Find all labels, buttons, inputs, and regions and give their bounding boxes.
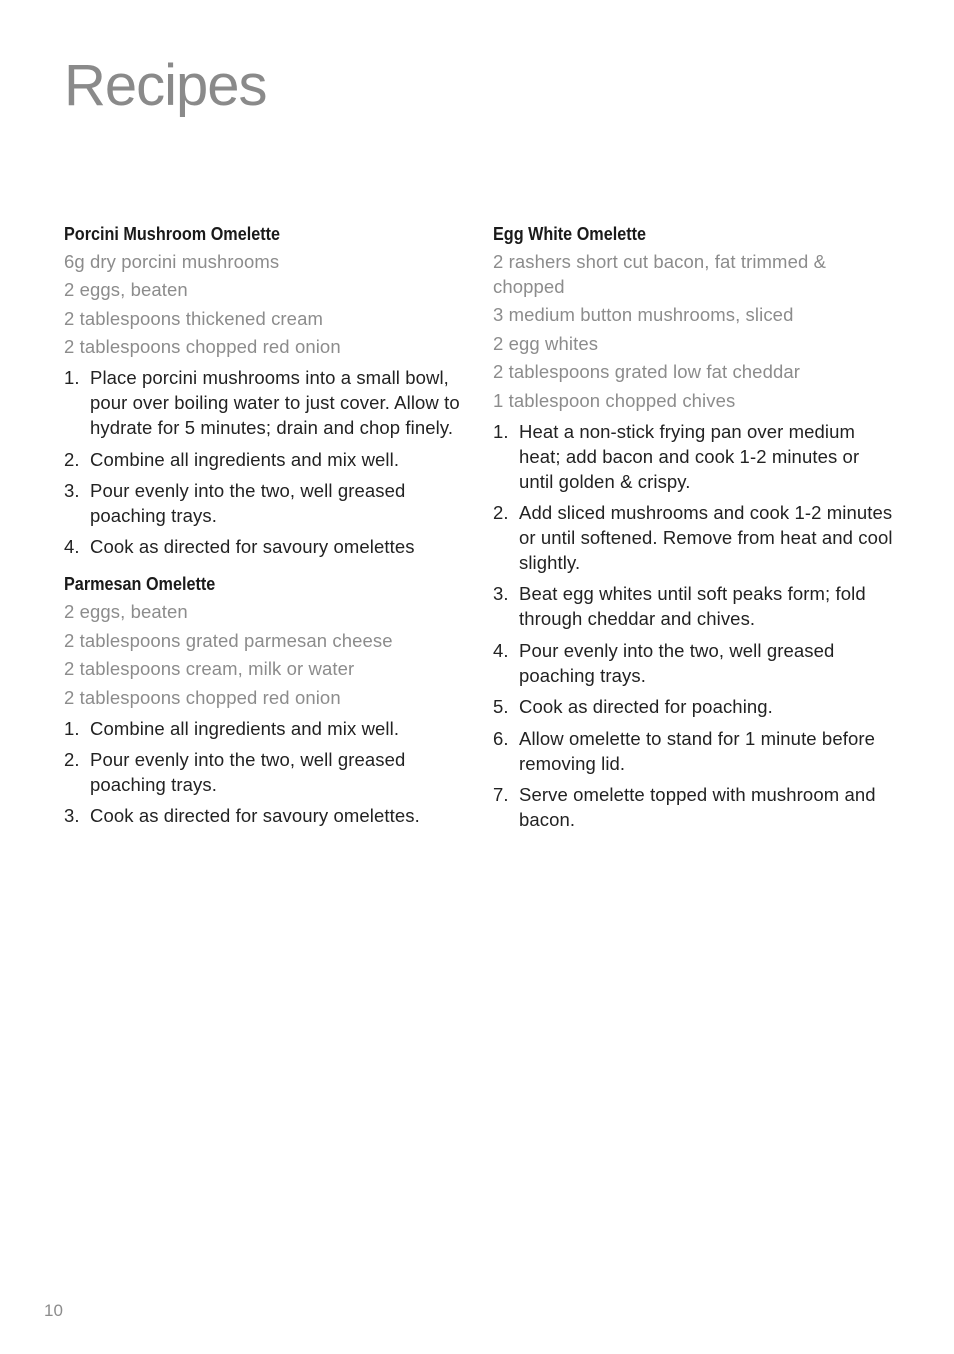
recipe-title: Parmesan Omelette xyxy=(64,574,216,595)
step-number: 1. xyxy=(64,717,80,739)
step-number: 3. xyxy=(64,479,80,501)
method-steps xyxy=(64,716,464,829)
step-number: 3. xyxy=(64,805,80,827)
step-item xyxy=(64,447,464,472)
step-item xyxy=(64,478,464,528)
method-steps xyxy=(493,419,893,832)
step-text: Heat a non-stick frying pan over medium heat; add bacon and cook 1-2 minutes or until golden & crispy. xyxy=(519,420,860,492)
recipe-parmesan-omelette xyxy=(64,572,464,828)
step-item xyxy=(493,500,893,575)
step-text: Pour evenly into the two, well greased poaching trays. xyxy=(519,639,835,686)
step-text: Add sliced mushrooms and cook 1-2 minutes or until softened. Remove from heat and cool slightly. xyxy=(519,501,893,573)
step-text: Combine all ingredients and mix well. xyxy=(90,717,400,739)
step-text: Allow omelette to stand for 1 minute before removing lid. xyxy=(519,727,875,774)
recipe-porcini-mushroom-omelette xyxy=(64,222,464,559)
ingredient-item: 2 rashers short cut bacon, fat trimmed & chopped xyxy=(493,251,827,297)
recipe-egg-white-omelette xyxy=(493,222,893,832)
ingredient-list xyxy=(493,249,893,413)
step-item xyxy=(493,694,893,719)
method-steps xyxy=(64,365,464,559)
step-number: 3. xyxy=(493,583,509,605)
ingredient-list xyxy=(64,249,464,359)
step-item xyxy=(493,638,893,688)
step-number: 4. xyxy=(64,536,80,558)
step-item xyxy=(64,747,464,797)
step-text: Place porcini mushrooms into a small bowl, pour over boiling water to just cover. Allow to hydrate for 5 minutes; drain and chop finely. xyxy=(90,367,460,439)
step-number: 2. xyxy=(64,448,80,470)
step-text: Pour evenly into the two, well greased poaching trays. xyxy=(90,479,406,526)
step-number: 1. xyxy=(64,367,80,389)
step-text: Beat egg whites until soft peaks form; fold through cheddar and chives. xyxy=(519,583,866,630)
step-number: 6. xyxy=(493,727,509,749)
ingredient-item: 2 tablespoons grated parmesan cheese xyxy=(64,629,393,651)
ingredient-item: 2 tablespoons chopped red onion xyxy=(64,336,341,358)
step-text: Combine all ingredients and mix well. xyxy=(90,448,400,470)
ingredient-item: 2 eggs, beaten xyxy=(64,279,188,301)
step-number: 2. xyxy=(64,748,80,770)
ingredient-item: 6g dry porcini mushrooms xyxy=(64,251,280,272)
ingredient-item: 2 eggs, beaten xyxy=(64,601,188,623)
step-text: Cook as directed for savoury omelettes. xyxy=(90,805,420,827)
ingredient-item: 2 tablespoons thickened cream xyxy=(64,307,323,329)
step-item xyxy=(493,581,893,631)
ingredient-item: 2 egg whites xyxy=(493,332,599,354)
ingredient-item: 3 medium button mushrooms, sliced xyxy=(493,304,794,326)
step-number: 5. xyxy=(493,696,509,718)
step-item xyxy=(493,726,893,776)
ingredient-item: 1 tablespoon chopped chives xyxy=(493,389,736,411)
step-number: 4. xyxy=(493,639,509,661)
step-item xyxy=(64,803,464,828)
recipe-title: Porcini Mushroom Omelette xyxy=(64,224,281,244)
step-item xyxy=(493,419,893,494)
recipe-title: Egg White Omelette xyxy=(493,224,647,244)
page-number: 10 xyxy=(44,1301,63,1320)
step-text: Cook as directed for savoury omelettes xyxy=(90,536,415,558)
ingredient-item: 2 tablespoons grated low fat cheddar xyxy=(493,361,800,383)
left-column xyxy=(64,222,464,841)
step-number: 7. xyxy=(493,783,509,805)
right-column xyxy=(493,222,893,845)
step-text: Pour evenly into the two, well greased poaching trays. xyxy=(90,748,406,795)
step-item xyxy=(64,716,464,741)
ingredient-item: 2 tablespoons chopped red onion xyxy=(64,686,341,708)
step-text: Serve omelette topped with mushroom and bacon. xyxy=(519,783,876,830)
step-number: 2. xyxy=(493,501,509,523)
step-item xyxy=(64,534,464,559)
ingredient-item: 2 tablespoons cream, milk or water xyxy=(64,658,355,680)
step-text: Cook as directed for poaching. xyxy=(519,696,773,718)
ingredient-list xyxy=(64,599,464,709)
step-item xyxy=(493,782,893,832)
step-number: 1. xyxy=(493,420,509,442)
page-title: Recipes xyxy=(64,53,267,118)
step-item xyxy=(64,365,464,440)
